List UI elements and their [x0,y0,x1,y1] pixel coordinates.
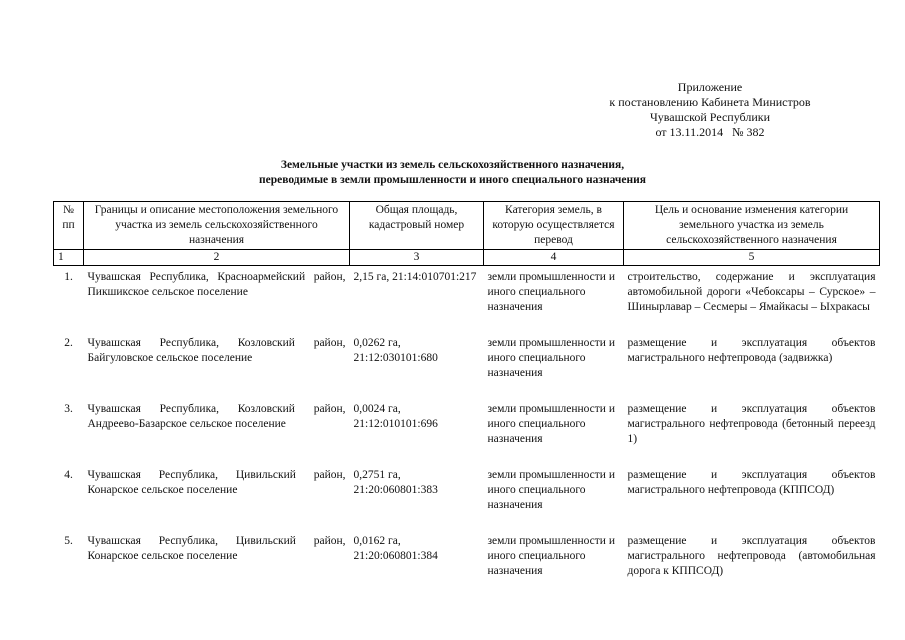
row-category: земли промышленности и иного специального назначения [487,403,615,445]
row-purpose: размещение и эксплуатация объектов магистрального нефтепровода (КППСОД) [627,469,876,496]
row-area: 0,0024 га, 21:12:010101:696 [353,403,438,430]
land-plots-table [53,201,880,596]
appendix-line: Приложение [677,80,743,94]
row-area: 0,2751 га, 21:20:060801:383 [353,469,438,496]
header-number: № пп [54,202,84,250]
row-area: 0,0162 га, 21:20:060801:384 [353,535,438,562]
column-number: 3 [350,250,484,266]
row-location: Чувашская Республика, Козловский район, Андреево-Базарское сельское поселение [87,403,346,430]
row-area: 0,0262 га, 21:12:030101:680 [353,337,438,364]
row-location: Чувашская Республика, Цивильский район, Конарское сельское поселение [87,469,346,496]
appendix-line: к постановлению Кабинета Министров [609,95,811,109]
column-number: 1 [54,250,84,266]
appendix-date: от 13.11.2014 № 382 [655,125,765,139]
row-purpose: строительство, содержание и эксплуатация автомобильной дороги «Чебоксары – Сурское» – Шинырлавар – Сесмеры – Ямайкасы – Ыхракасы [627,271,876,313]
table-header-row [54,202,880,250]
row-location: Чувашская Республика, Цивильский район, Конарское сельское поселение [87,535,346,562]
row-purpose: размещение и эксплуатация объектов магистрального нефтепровода (бетонный переезд 1) [627,403,876,445]
column-number: 5 [624,250,880,266]
column-numbers-row [54,250,880,266]
row-location: Чувашская Республика, Красноармейский район, Пикшикское сельское поселение [87,271,346,298]
table-row [54,530,880,596]
row-number: 3. [64,403,73,415]
column-number: 2 [84,250,350,266]
table-row [54,332,880,398]
row-purpose: размещение и эксплуатация объектов магистрального нефтепровода (задвижка) [627,337,876,364]
row-purpose: размещение и эксплуатация объектов магистрального нефтепровода (автомобильная дорога к КППСОД) [627,535,876,577]
row-location: Чувашская Республика, Козловский район, Байгуловское сельское поселение [87,337,346,364]
row-number: 2. [64,337,73,349]
row-category: земли промышленности и иного специального назначения [487,535,615,577]
table-row [54,266,880,333]
header-location: Границы и описание местоположения земельного участка из земель сельскохозяйственного назначения [84,202,350,250]
row-category: земли промышленности и иного специального назначения [487,271,615,313]
row-area: 2,15 га, 21:14:010701:217 [353,271,477,283]
column-number: 4 [484,250,624,266]
appendix-block [560,80,860,140]
row-category: земли промышленности и иного специального назначения [487,337,615,379]
table-row [54,398,880,464]
title-line: переводимые в земли промышленности и иного специального назначения [259,174,646,186]
table-row [54,464,880,530]
header-purpose: Цель и основание изменения категории земельного участка из земель сельскохозяйственного назначения [624,202,880,250]
title-line: Земельные участки из земель сельскохозяйственного назначения, [280,159,625,171]
document-title [120,158,785,188]
appendix-line: Чувашской Республики [649,110,771,124]
row-number: 5. [64,535,73,547]
row-number: 4. [64,469,73,481]
header-category: Категория земель, в которую осуществляется перевод [484,202,624,250]
header-area: Общая площадь, кадастровый номер [350,202,484,250]
row-number: 1. [64,271,73,283]
row-category: земли промышленности и иного специального назначения [487,469,615,511]
